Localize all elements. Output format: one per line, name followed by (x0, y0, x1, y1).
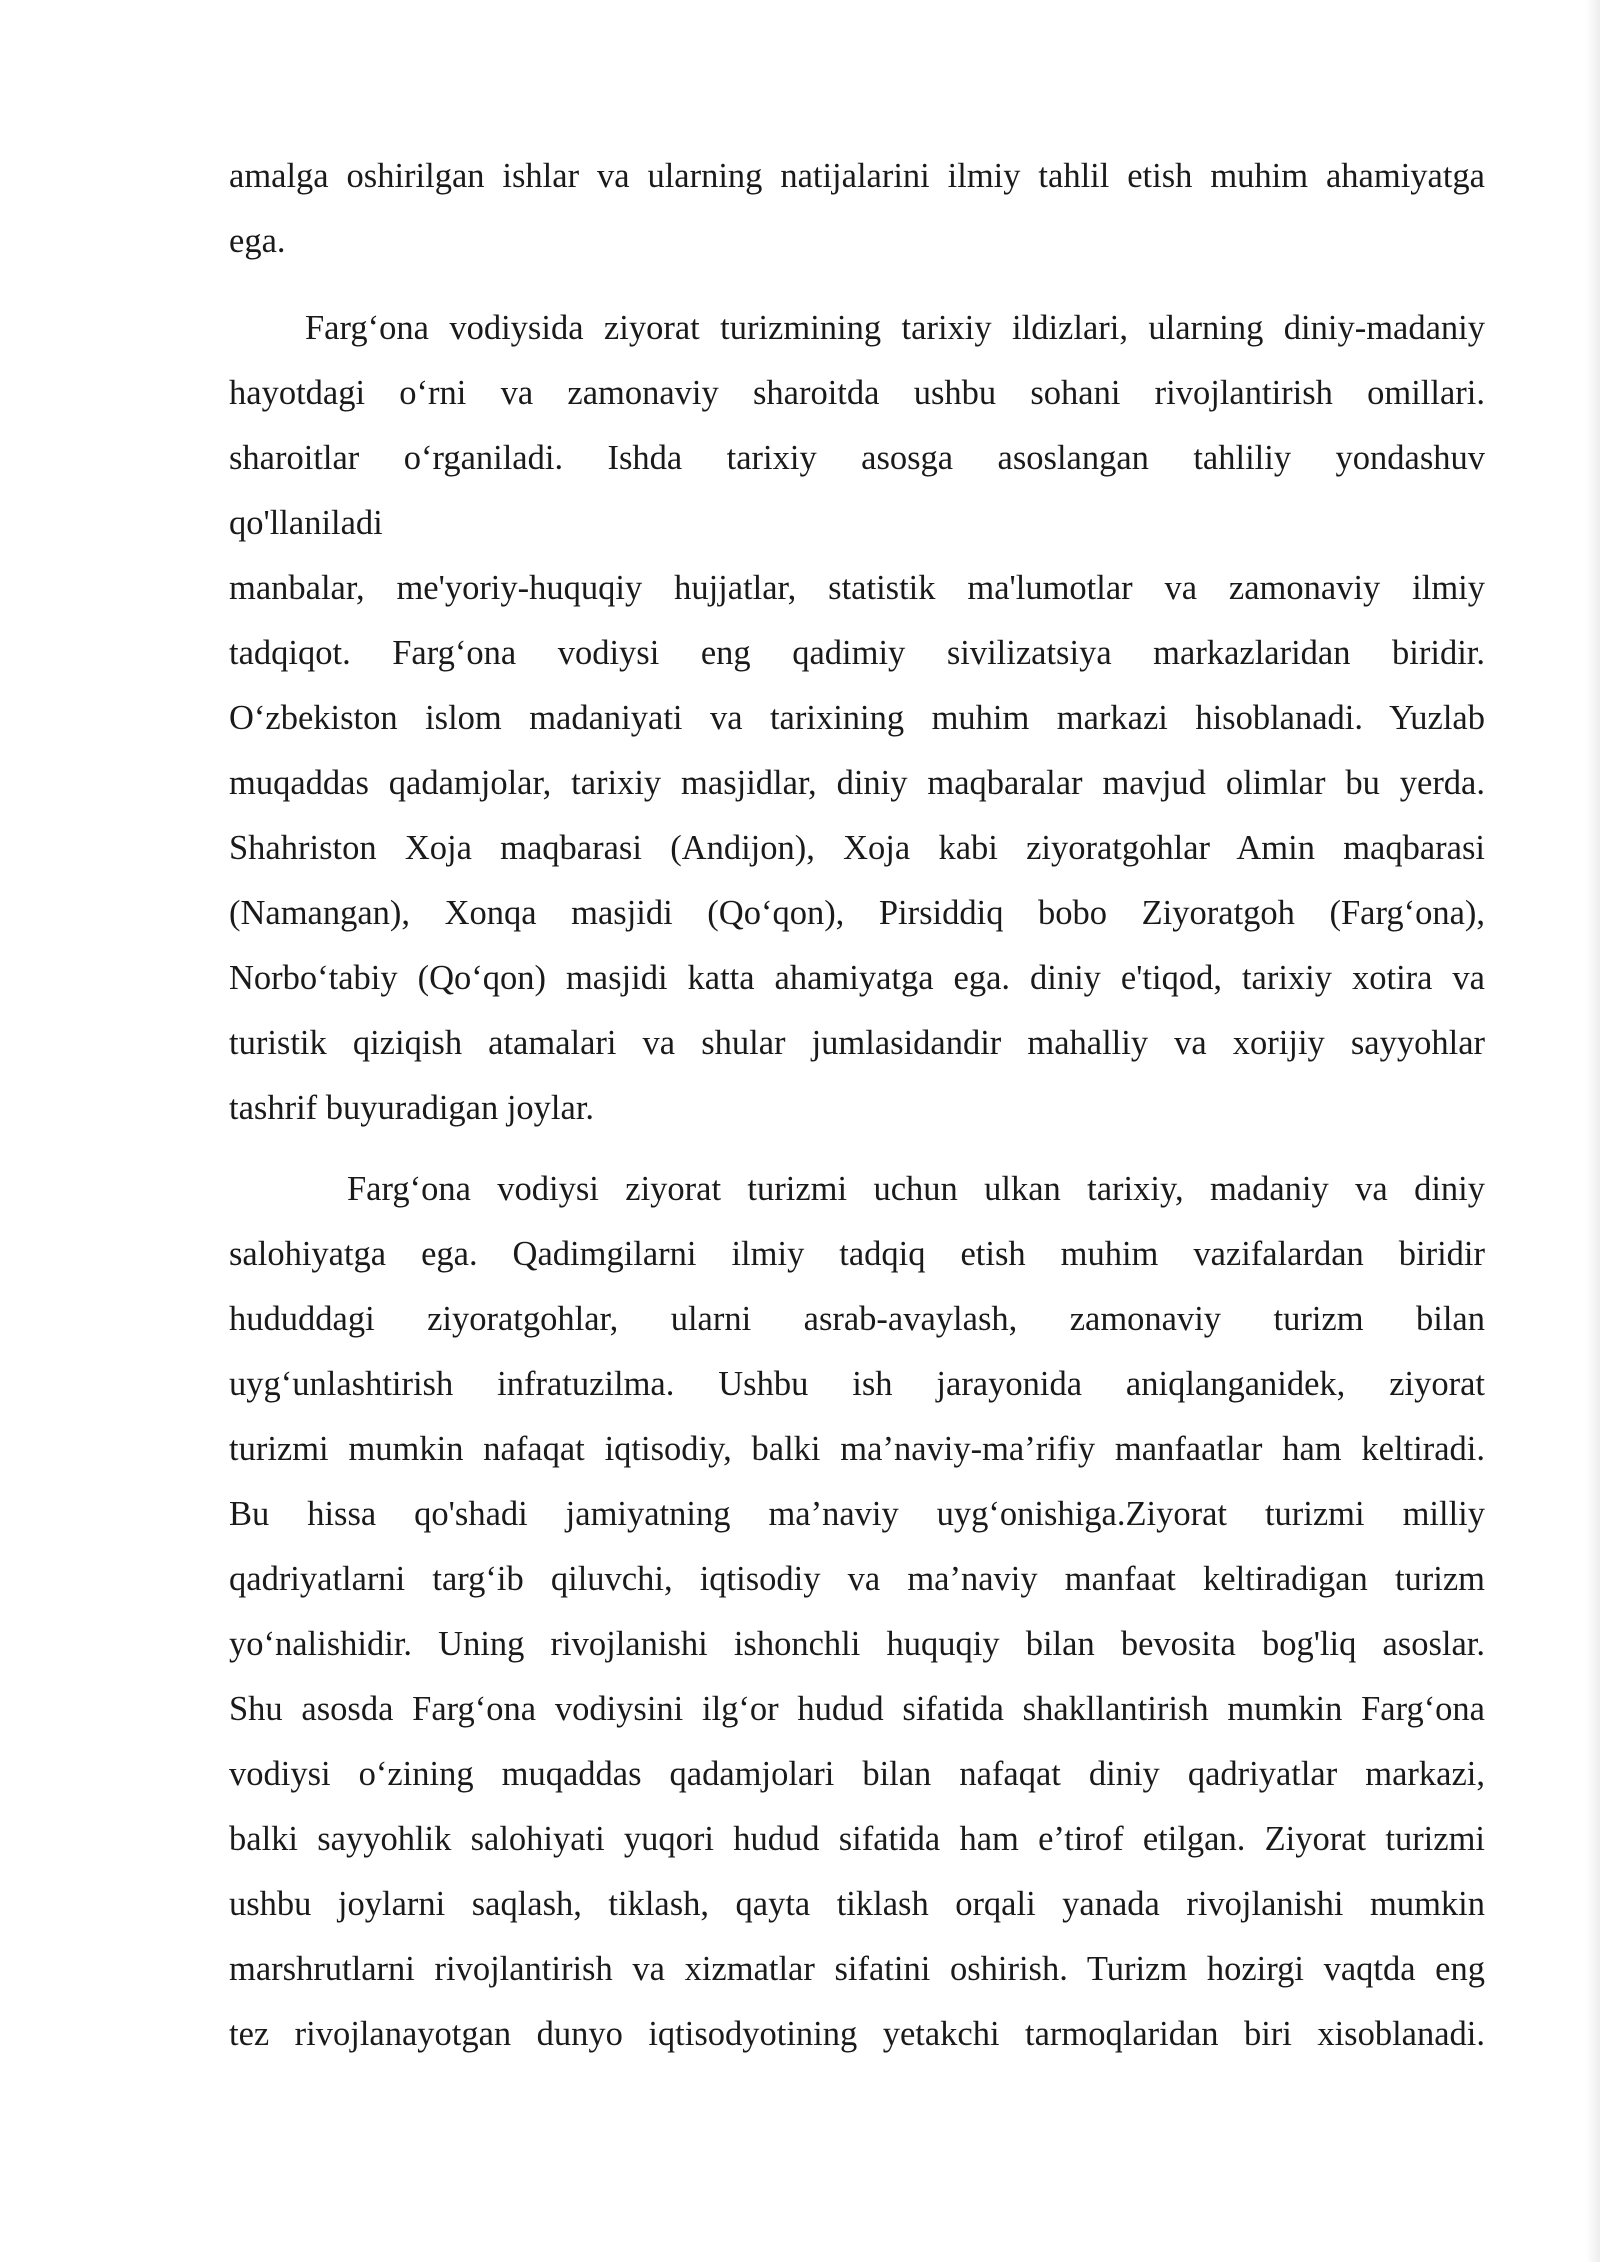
text-line: hududdagi ziyoratgohlar, ularni asrab-avaylash, zamonaviy turizm bilan (229, 1300, 1485, 1338)
text-line: Shu asosda Farg‘ona vodiysini ilg‘or hudud sifatida shakllantirish mumkin Farg‘ona (229, 1690, 1485, 1728)
paragraph-2 (229, 296, 1485, 1141)
text-line: Norbo‘tabiy (Qo‘qon) masjidi katta ahamiyatga ega. diniy e'tiqod, tarixiy xotira va (229, 959, 1485, 997)
text-line: Farg‘ona vodiysi ziyorat turizmi uchun ulkan tarixiy, madaniy va diniy (347, 1170, 1485, 1208)
paragraph-3 (229, 1157, 1485, 2067)
text-line: manbalar, me'yoriy-huquqiy hujjatlar, statistik ma'lumotlar va zamonaviy ilmiy (229, 569, 1485, 607)
text-line: turistik qiziqish atamalari va shular jumlasidandir mahalliy va xorijiy sayyohlar (229, 1024, 1485, 1062)
paragraph-1 (229, 144, 1485, 274)
text-line: ega. (229, 222, 286, 260)
text-line: uyg‘unlashtirish infratuzilma. Ushbu ish jarayonida aniqlanganidek, ziyorat (229, 1365, 1485, 1403)
text-line: Shahriston Xoja maqbarasi (Andijon), Xoja kabi ziyoratgohlar Amin maqbarasi (229, 829, 1485, 867)
text-line: balki sayyohlik salohiyati yuqori hudud sifatida ham e’tirof etilgan. Ziyorat turizmi (229, 1820, 1485, 1858)
text-line: Farg‘ona vodiysida ziyorat turizmining tarixiy ildizlari, ularning diniy-madaniy (305, 309, 1485, 347)
text-line: sharoitlar o‘rganiladi. Ishda tarixiy asosga asoslangan tahliliy yondashuv (229, 439, 1485, 477)
page-edge-shadow (1586, 0, 1600, 2262)
text-line: (Namangan), Xonqa masjidi (Qo‘qon), Pirsiddiq bobo Ziyoratgoh (Farg‘ona), (229, 894, 1485, 932)
text-line: hayotdagi o‘rni va zamonaviy sharoitda ushbu sohani rivojlantirish omillari. (229, 374, 1485, 412)
text-line: muqaddas qadamjolar, tarixiy masjidlar, diniy maqbaralar mavjud olimlar bu yerda. (229, 764, 1485, 802)
text-line: yo‘nalishidir. Uning rivojlanishi ishonchli huquqiy bilan bevosita bog'liq asoslar. (229, 1625, 1485, 1663)
text-line: vodiysi o‘zining muqaddas qadamjolari bilan nafaqat diniy qadriyatlar markazi, (229, 1755, 1485, 1793)
text-line: turizmi mumkin nafaqat iqtisodiy, balki ma’naviy-ma’rifiy manfaatlar ham keltiradi. (229, 1430, 1485, 1468)
text-line: marshrutlarni rivojlantirish va xizmatlar sifatini oshirish. Turizm hozirgi vaqtda eng (229, 1950, 1485, 1988)
text-line: qadriyatlarni targ‘ib qiluvchi, iqtisodiy va ma’naviy manfaat keltiradigan turizm (229, 1560, 1485, 1598)
text-line: Bu hissa qo'shadi jamiyatning ma’naviy uyg‘onishiga.Ziyorat turizmi milliy (229, 1495, 1485, 1533)
text-line: O‘zbekiston islom madaniyati va tarixining muhim markazi hisoblanadi. Yuzlab (229, 699, 1485, 737)
text-line: tadqiqot. Farg‘ona vodiysi eng qadimiy sivilizatsiya markazlaridan biridir. (229, 634, 1485, 672)
text-line: tez rivojlanayotgan dunyo iqtisodyotining yetakchi tarmoqlaridan biri xisoblanadi. (229, 2015, 1485, 2053)
text-line: salohiyatga ega. Qadimgilarni ilmiy tadqiq etish muhim vazifalardan biridir (229, 1235, 1485, 1273)
text-line: tashrif buyuradigan joylar. (229, 1089, 595, 1127)
text-line: ushbu joylarni saqlash, tiklash, qayta tiklash orqali yanada rivojlanishi mumkin (229, 1885, 1485, 1923)
text-line: qo'llaniladi (229, 504, 383, 542)
text-line: amalga oshirilgan ishlar va ularning natijalarini ilmiy tahlil etish muhim ahamiyatga (229, 157, 1485, 195)
